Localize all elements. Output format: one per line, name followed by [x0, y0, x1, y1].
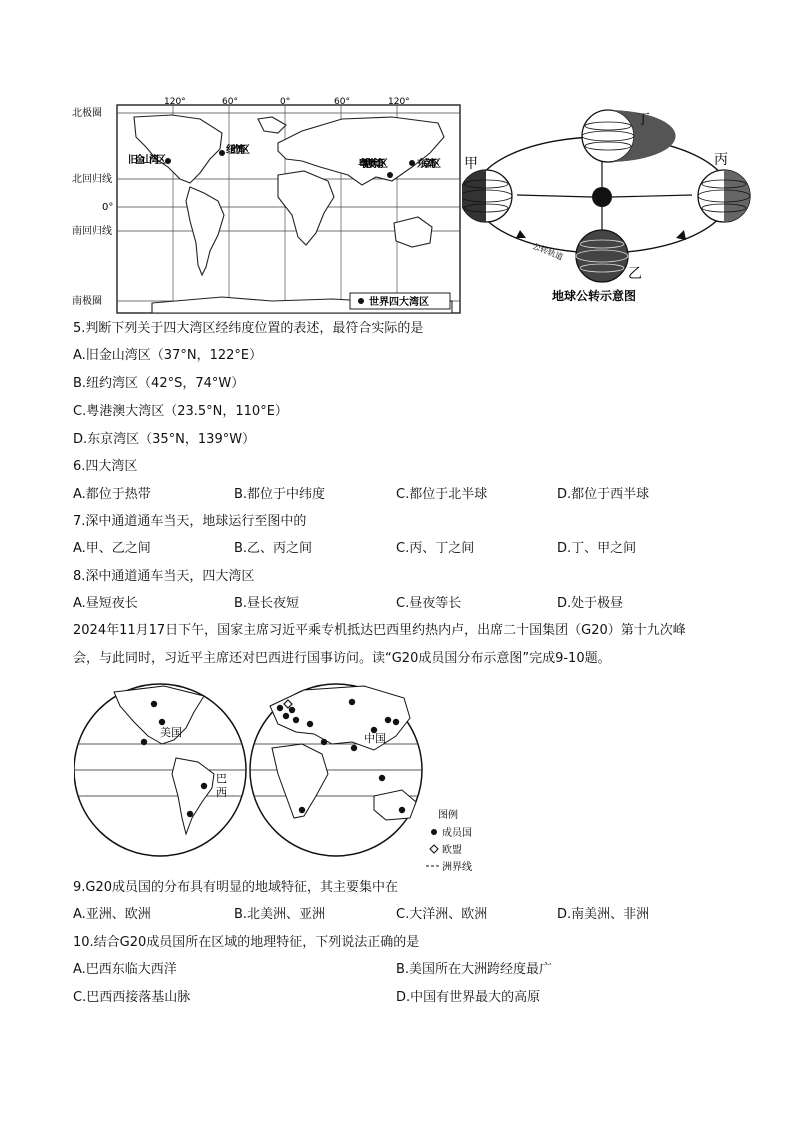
g20-member-mexico	[141, 739, 147, 745]
g20-member-india	[351, 745, 357, 751]
q9-stem: 9.G20成员国的分布具有明显的地域特征，其主要集中在	[73, 880, 399, 895]
legend-title: 图例	[438, 810, 458, 821]
orbit-arrow-label: 公转轨道	[531, 241, 565, 262]
legend-eu-label: 欧盟	[442, 845, 462, 856]
g20-member-south-africa	[299, 807, 305, 813]
g20-member-australia	[399, 807, 405, 813]
q8-option-c[interactable]: C.昼夜等长	[396, 596, 462, 611]
g20-member-saudi	[321, 739, 327, 745]
tokyo-bay-marker	[409, 160, 415, 166]
orbit-diagram	[462, 100, 762, 310]
earth-yi	[576, 230, 628, 282]
ny-bay-marker	[219, 150, 225, 156]
q6-option-c[interactable]: C.都位于北半球	[396, 487, 488, 502]
q9-option-b[interactable]: B.北美洲、亚洲	[234, 907, 326, 922]
q9-option-a[interactable]: A.亚洲、欧洲	[73, 907, 151, 922]
g20-member-uk	[277, 705, 283, 711]
world-bay-map	[72, 97, 462, 315]
passage-line-2: 会，与此同时，习近平主席还对巴西进行国事访问。读“G20成员国分布示意图”完成9-10题。	[73, 651, 611, 666]
g20-member-brazil	[201, 783, 207, 789]
lon-label-120e: 120°	[388, 97, 410, 107]
lat-label-antarctic: 南极圈	[72, 296, 102, 307]
lon-label-60w: 60°	[222, 97, 238, 107]
legend-member-dot	[431, 829, 437, 835]
q5-option-d[interactable]: D.东京湾区（35°N，139°W）	[73, 432, 256, 447]
g20-member-indonesia	[379, 775, 385, 781]
lon-label-60e: 60°	[334, 97, 350, 107]
q8-option-d[interactable]: D.处于极昼	[557, 596, 624, 611]
q5-option-b[interactable]: B.纽约湾区（42°S，74°W）	[73, 376, 245, 391]
q7-stem: 7.深中通道通车当天，地球运行至图中的	[73, 514, 307, 529]
legend-bay-dot	[358, 298, 364, 304]
q5-option-a[interactable]: A.旧金山湾区（37°N，122°E）	[73, 348, 263, 363]
g20-member-germany	[289, 707, 295, 713]
q7-option-b[interactable]: B.乙、丙之间	[234, 541, 313, 556]
q9-option-c[interactable]: C.大洋洲、欧洲	[396, 907, 488, 922]
gba-label: 粤港澳大湾区	[358, 159, 388, 170]
legend-boundary-label: 洲界线	[442, 862, 472, 873]
g20-member-japan	[393, 719, 399, 725]
gba-marker	[387, 172, 393, 178]
q10-option-b[interactable]: B.美国所在大洲跨经度最广	[396, 962, 553, 977]
q10-option-d[interactable]: D.中国有世界最大的高原	[396, 990, 541, 1005]
q7-option-d[interactable]: D.丁、甲之间	[557, 541, 637, 556]
lat-label-equator: 0°	[102, 202, 114, 213]
label-brazil-1: 巴	[216, 772, 227, 785]
q6-option-b[interactable]: B.都位于中纬度	[234, 487, 326, 502]
lon-label-120w: 120°	[164, 97, 186, 107]
q6-option-a[interactable]: A.都位于热带	[73, 487, 151, 502]
earth-ding	[582, 110, 634, 162]
label-bing: 丙	[714, 152, 728, 168]
g20-member-russia	[349, 699, 355, 705]
q9-option-d[interactable]: D.南美洲、非洲	[557, 907, 650, 922]
orbit-caption: 地球公转示意图	[552, 289, 637, 303]
q7-option-a[interactable]: A.甲、乙之间	[73, 541, 151, 556]
q10-option-c[interactable]: C.巴西西接落基山脉	[73, 990, 191, 1005]
q6-stem: 6.四大湾区	[73, 459, 138, 474]
q8-option-a[interactable]: A.昼短夜长	[73, 596, 138, 611]
q5-option-c[interactable]: C.粤港澳大湾区（23.5°N，110°E）	[73, 404, 288, 419]
label-jia: 甲	[464, 156, 478, 172]
g20-member-argentina	[187, 811, 193, 817]
q5-stem: 5.判断下列关于四大湾区经纬度位置的表述，最符合实际的是	[73, 321, 424, 336]
q8-stem: 8.深中通道通车当天，四大湾区	[73, 569, 255, 584]
g20-member-turkey	[307, 721, 313, 727]
sf-bay-label: 旧金山湾区	[128, 155, 166, 166]
label-yi: 乙	[628, 266, 642, 282]
lat-label-arctic: 北极圈	[72, 108, 102, 119]
label-china: 中国	[364, 732, 386, 745]
q10-option-a[interactable]: A.巴西东临大西洋	[73, 962, 177, 977]
tokyo-bay-label: 东京湾区	[417, 159, 441, 170]
label-usa: 美国	[160, 726, 182, 739]
label-ding: 丁	[636, 112, 650, 128]
g20-member-canada	[151, 701, 157, 707]
lon-label-0: 0°	[280, 97, 291, 107]
sun-icon	[592, 187, 612, 207]
g20-member-italy	[293, 717, 299, 723]
label-brazil-2: 西	[216, 786, 227, 799]
legend-member-label: 成员国	[442, 828, 472, 839]
q7-option-c[interactable]: C.丙、丁之间	[396, 541, 475, 556]
g20-map	[74, 678, 504, 874]
g20-member-usa	[159, 719, 165, 725]
q6-option-d[interactable]: D.都位于西半球	[557, 487, 650, 502]
g20-member-france	[283, 713, 289, 719]
q10-stem: 10.结合G20成员国所在区域的地理特征，下列说法正确的是	[73, 935, 420, 950]
passage-line-1: 2024年11月17日下午，国家主席习近平乘专机抵达巴西里约热内卢，出席二十国集团（G20）第十九次峰	[73, 623, 686, 638]
ny-bay-label: 纽约湾区	[226, 145, 250, 156]
q8-option-b[interactable]: B.昼长夜短	[234, 596, 300, 611]
lat-label-cancer: 北回归线	[72, 174, 112, 185]
lat-label-capricorn: 南回归线	[72, 226, 112, 237]
legend-bay-label: 世界四大湾区	[369, 297, 429, 308]
g20-member-korea	[385, 717, 391, 723]
legend-eu-icon	[430, 845, 438, 853]
